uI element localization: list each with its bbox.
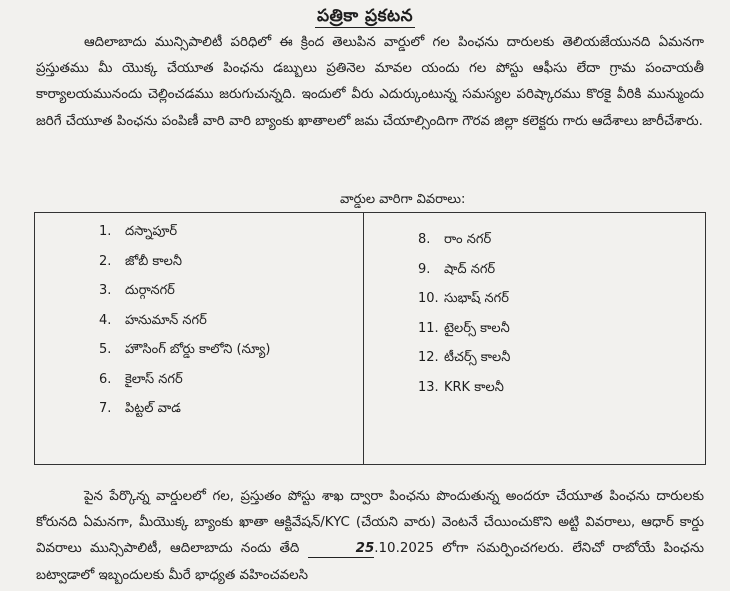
ward-list-left xyxy=(99,217,270,424)
closing-text-before-date: పైన పేర్కొన్న వార్డులలో గల, ప్రస్తుతం పోస్టు శాఖ ద్వారా పింఛను పొందుతున్న అందరూ చేయూత పింఛను దారులకు కోరునది ఏమనగా, మీయొక్క బ్యాంకు ఖాతా ఆక్టివేషన్/KYC (చేయని వారు) వెంటనే చేయించుకొని అట్టి వివరాలు, ఆధార్ కార్డు వివరాలు మున్సిపాలిటీ, ఆదిలాబాదు నందు తేది xyxy=(36,489,704,557)
ward-item xyxy=(99,306,270,336)
ward-name: టీచర్స్ కాలనీ xyxy=(444,350,511,365)
ward-name: హౌసింగ్ బోర్డు కాలోని (న్యూ) xyxy=(125,342,271,357)
ward-number: 6. xyxy=(99,371,112,387)
page-title xyxy=(0,6,730,30)
ward-list-right xyxy=(418,225,510,402)
date-rest: .10.2025 xyxy=(374,541,434,557)
ward-name: రాం నగర్ xyxy=(444,232,492,247)
ward-name: పిట్టల్ వాడ xyxy=(125,401,181,416)
closing-text-after-date: లోగా సమర్పించగలరు. లేనిచో రాబోయే పింఛను బట్వాడాలో ఇబ్బందులకు మీరే భాధ్యత వహించవలసి xyxy=(36,541,704,583)
ward-item xyxy=(418,255,510,285)
ward-number: 8. xyxy=(418,232,431,247)
ward-item xyxy=(418,225,510,255)
ward-number: 5. xyxy=(99,342,112,357)
ward-item xyxy=(99,247,270,277)
ward-name: KRK కాలనీ xyxy=(444,379,504,395)
column-divider xyxy=(363,213,364,464)
ward-item xyxy=(418,343,510,373)
ward-number: 11. xyxy=(418,320,439,336)
ward-number: 1. xyxy=(99,224,112,239)
ward-name: షాద్ నగర్ xyxy=(444,261,496,277)
ward-number: 2. xyxy=(99,253,112,269)
ward-name: సుభాష్ నగర్ xyxy=(444,291,509,306)
ward-number: 13. xyxy=(418,379,439,395)
ward-name: టైలర్స్ కాలనీ xyxy=(444,320,510,336)
ward-item xyxy=(99,217,270,247)
ward-number: 3. xyxy=(99,283,112,298)
ward-number: 9. xyxy=(418,261,431,277)
ward-table xyxy=(34,212,706,465)
ward-item xyxy=(99,335,270,365)
ward-item xyxy=(418,373,510,403)
ward-name: దుర్గానగర్ xyxy=(125,283,175,298)
ward-number: 4. xyxy=(99,312,112,328)
ward-name: హనుమాన్ నగర్ xyxy=(125,312,207,328)
ward-number: 7. xyxy=(99,401,112,416)
ward-item xyxy=(418,314,510,344)
ward-item xyxy=(99,365,270,395)
closing-paragraph xyxy=(36,484,704,589)
ward-item xyxy=(99,276,270,306)
title-text: పత్రికా ప్రకటన xyxy=(316,6,414,26)
ward-item xyxy=(99,394,270,424)
date-day-handwritten: 25 xyxy=(308,541,375,558)
ward-name: దస్నాపూర్ xyxy=(125,224,178,239)
wards-heading: వార్డుల వారిగా వివరాలు: xyxy=(340,192,466,207)
ward-name: కైలాస్ నగర్ xyxy=(125,371,183,387)
ward-item xyxy=(418,284,510,314)
ward-number: 12. xyxy=(418,350,439,365)
ward-name: జోబీ కాలనీ xyxy=(125,253,182,269)
intro-paragraph: ఆదిలాబాదు మున్సిపాలిటీ పరిధిలో ఈ క్రింద తెలుపిన వార్డులో గల పింఛను దారులకు తెలియజేయునది ఏమనగా ప్రస్తుతము మీ యొక్క చేయూత పింఛను డబ్బులు ప్రతినెల మావల యందు గల పోస్టు ఆఫీసు లేదా గ్రామ పంచాయతీ కార్యాలయమునందు చెల్లించడము జరుగుచున్నది. ఇందులో వీరు ఎదుర్కుంటున్న సమస్యల పరిష్కారము కొరకై వీరికి మున్ముందు జరిగే చేయూత పింఛను పంపిణీ వారి వారి బ్యాంకు ఖాతాలలో జమ చేయాల్సిందిగా గౌరవ జిల్లా కలెక్టరు గారు ఆదేశాలు జారీచేశారు. xyxy=(36,35,704,129)
ward-number: 10. xyxy=(418,291,439,306)
